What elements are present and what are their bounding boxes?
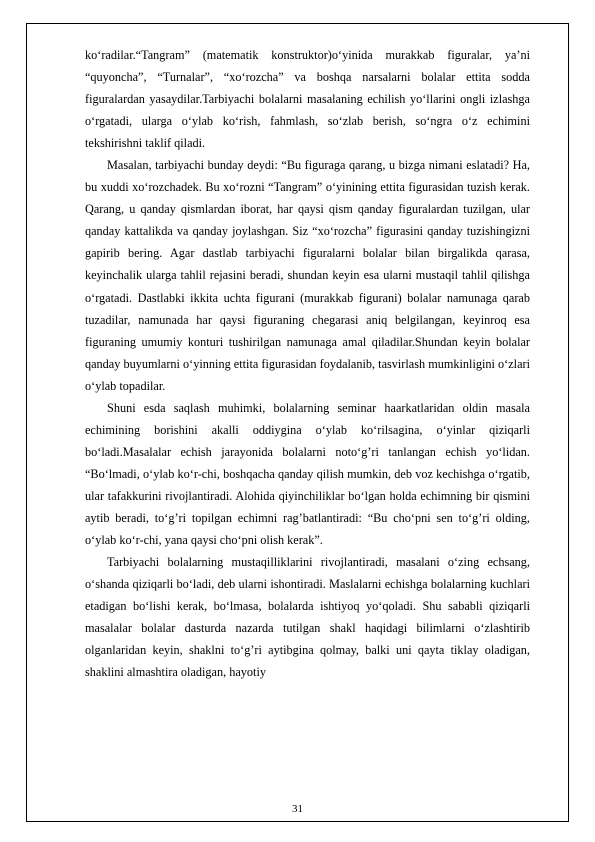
paragraph-4: Tarbiyachi bolalarning mustaqilliklarini rivojlantiradi, masalani o‘zing echsang, o‘shanda qiziqarli bo‘ladi, deb ularni ishontiradi. Maslalarni echishga bolalarning kuchlari etadigan bo‘lishi kerak, bo‘lmasa, bolalarda ishtiyoq yo‘qoladi. Shu sababli qiziqarli masalalar bolalar dasturda nazarda tutilgan shakl haqidagi bilimlarni o‘zlashtirib olganlaridan keyin, shaklni to‘g’ri aytibgina qolmay, balki uni qayta tiklay oladigan, shaklini almashtira oladigan, hayotiy bbox=[85, 555, 530, 680]
page-number: 31 bbox=[292, 803, 303, 815]
paragraph-1: ko‘radilar.“Tangram” (matematik konstruktor)o‘yinida murakkab figuralar, ya’ni “quyoncha”, “Turnalar”, “xo‘rozcha” va boshqa narsalarni bolalar ettita sodda figuralardan yasaydilar.Tarbiyachi bolalarni masalaning echilish yo‘llarini ongli izlashga o‘rgatadi, ularga o‘ylab ko‘rish, fahmlash, so‘zlab berish, so‘ngra o‘z echimini tekshirishni taklif qiladi. bbox=[85, 48, 530, 151]
document-body bbox=[85, 44, 530, 683]
paragraph-3: Shuni esda saqlash muhimki, bolalarning seminar haarkatlaridan oldin masala echimining borishini akalli oddiygina o‘ylab ko‘rilsagina, o‘yinlar qiziqarli bo‘ladi.Masalalar echish jarayonida bolalarni noto‘g’ri tanlangan echish yo‘lidan. “Bo‘lmadi, o‘ylab ko‘r-chi, boshqacha qanday qilish mumkin, deb voz kechishga o‘rgatib, ular tafakkurini rivojlantiradi. Alohida qiyinchiliklar bo‘lgan holda echimning bir qismini aytib beradi, to‘g’ri topilgan echimni rag’batlantiradi: “Bu cho‘pni sen to‘g’ri olding, o‘ylab ko‘r-chi, yana qaysi cho‘pni olish kerak”. bbox=[85, 400, 530, 548]
paragraph-2: Masalan, tarbiyachi bunday deydi: “Bu figuraga qarang, u bizga nimani eslatadi? Ha, bu xuddi xo‘rozchadek. Bu xo‘rozni “Tangram” o‘yinining ettita figurasidan tuzish kerak. Qarang, u qanday qismlardan iborat, har qaysi qism qanday figuralardan tuzilgan, ular qanday kattalikda va qanday joylashgan. Siz “xo‘rozcha” figurasini qanday tuzishingizni gapirib bering. Agar dastlab tarbiyachi figuralarni bolalar bilan birgalikda qarasa, keyinchalik ularga tahlil rejasini beradi, shundan keyin esa ularni mustaqil tahlil qilishga o‘rgatadi. Dastlabki ikkita uchta figurani (murakkab figurani) bolalar namunaga qarab tuzadilar, namunada har qaysi figuraning chegarasi aniq belgilangan, keyinroq esa figuraning umumiy konturi tushirilgan namunaga amal qiladilar.Shundan keyin bolalar qanday buyumlarni o‘yinning ettita figurasidan foydalanib, tasvirlash mumkinligini o‘zlari o‘ylab topadilar. bbox=[85, 158, 530, 393]
